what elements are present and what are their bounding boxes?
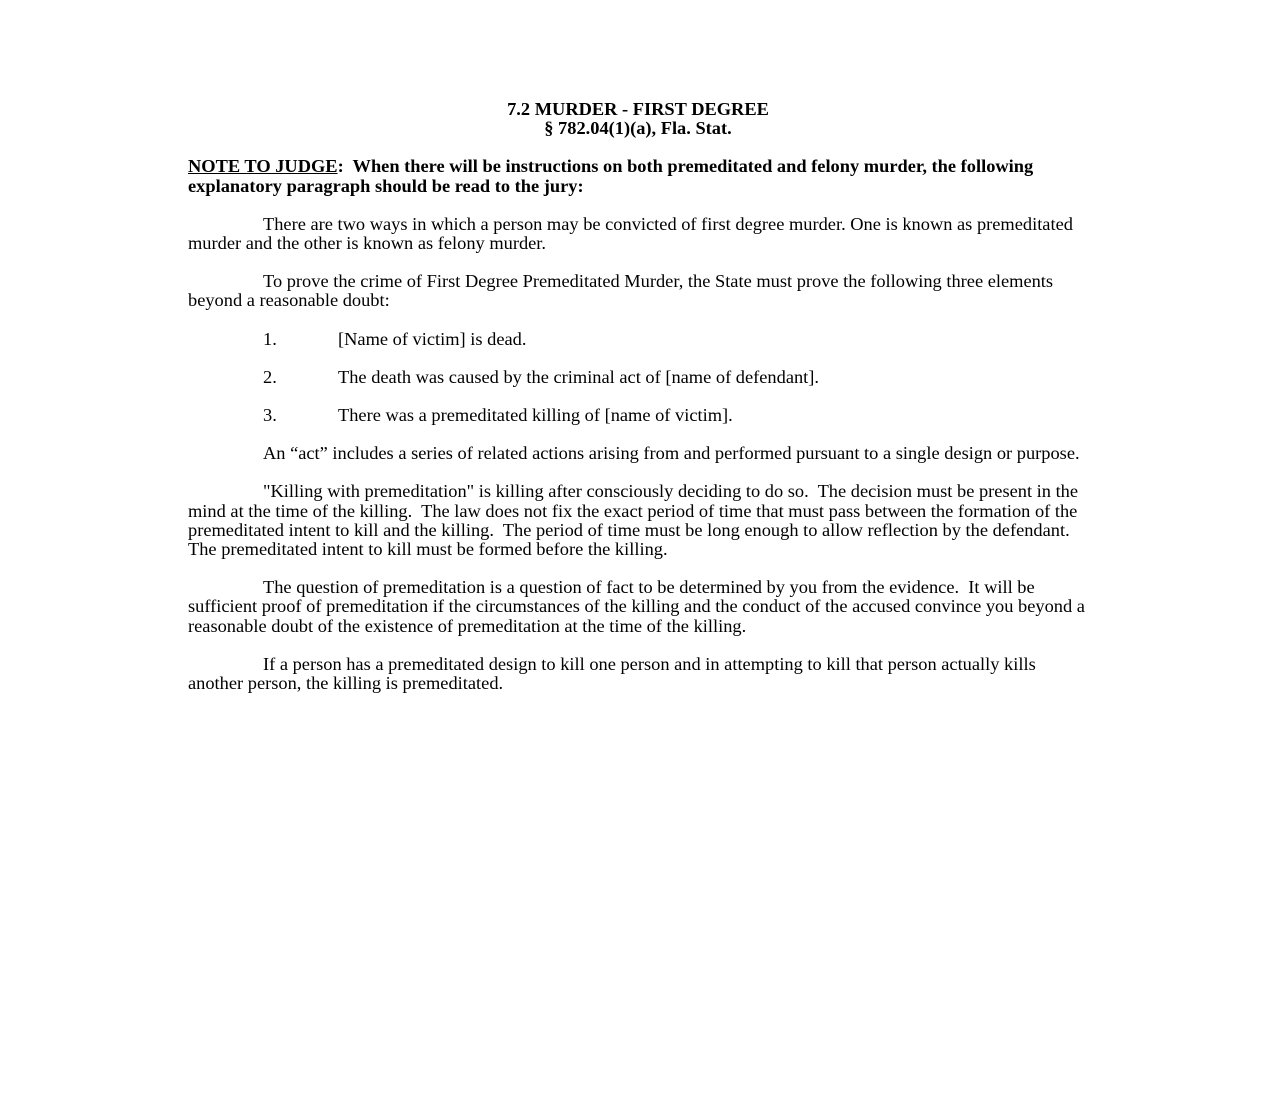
element-item-1 <box>188 330 1088 349</box>
paragraph-premeditation-definition: "Killing with premeditation" is killing after consciously deciding to do so. The decision must be present in the mind at the time of the killing. The law does not fix the exact period of time that must pass between the formation of the premeditated intent to kill and the killing. The period of time must be long enough to allow reflection by the defendant. The premeditated intent to kill must be formed before the killing. <box>188 481 1083 560</box>
note-to-judge <box>188 157 1088 195</box>
element-number: 2. <box>263 366 277 387</box>
document-page <box>188 100 1088 693</box>
paragraph-act-definition: An “act” includes a series of related actions arising from and performed pursuant to a single design or purpose. <box>263 443 1080 464</box>
element-text: The death was caused by the criminal act of [name of defendant]. <box>338 366 820 387</box>
note-colon: : <box>337 156 344 177</box>
note-label: NOTE TO JUDGE <box>188 156 338 177</box>
element-item-2 <box>188 368 1088 387</box>
paragraph-elements-intro: To prove the crime of First Degree Premeditated Murder, the State must prove the following three elements beyond a reasonable doubt: <box>188 271 1054 311</box>
title-heading: 7.2 MURDER - FIRST DEGREE <box>507 99 769 119</box>
note-text: When there will be instructions on both premeditated and felony murder, the following explanatory paragraph should be read to the jury: <box>188 156 1038 196</box>
paragraph-premeditation-question: The question of premeditation is a question of fact to be determined by you from the evidence. It will be sufficient proof of premeditation if the circumstances of the killing and the conduct of the accused convince you beyond a reasonable doubt of the existence of premeditation at the time of the killing. <box>188 577 1090 636</box>
document-title <box>188 100 1088 138</box>
element-number: 1. <box>263 328 277 349</box>
paragraph-two-ways: There are two ways in which a person may be convicted of first degree murder. One is known as premeditated murder and the other is known as felony murder. <box>188 213 1073 254</box>
element-number: 3. <box>263 405 277 426</box>
statute-citation: § 782.04(1)(a), Fla. Stat. <box>544 118 732 139</box>
element-text: There was a premeditated killing of [name of victim]. <box>338 405 733 426</box>
element-text: [Name of victim] is dead. <box>338 328 527 349</box>
element-item-3 <box>188 406 1088 425</box>
paragraph-transferred-intent: If a person has a premeditated design to kill one person and in attempting to kill that person actually kills another person, the killing is premeditated. <box>188 653 1036 694</box>
